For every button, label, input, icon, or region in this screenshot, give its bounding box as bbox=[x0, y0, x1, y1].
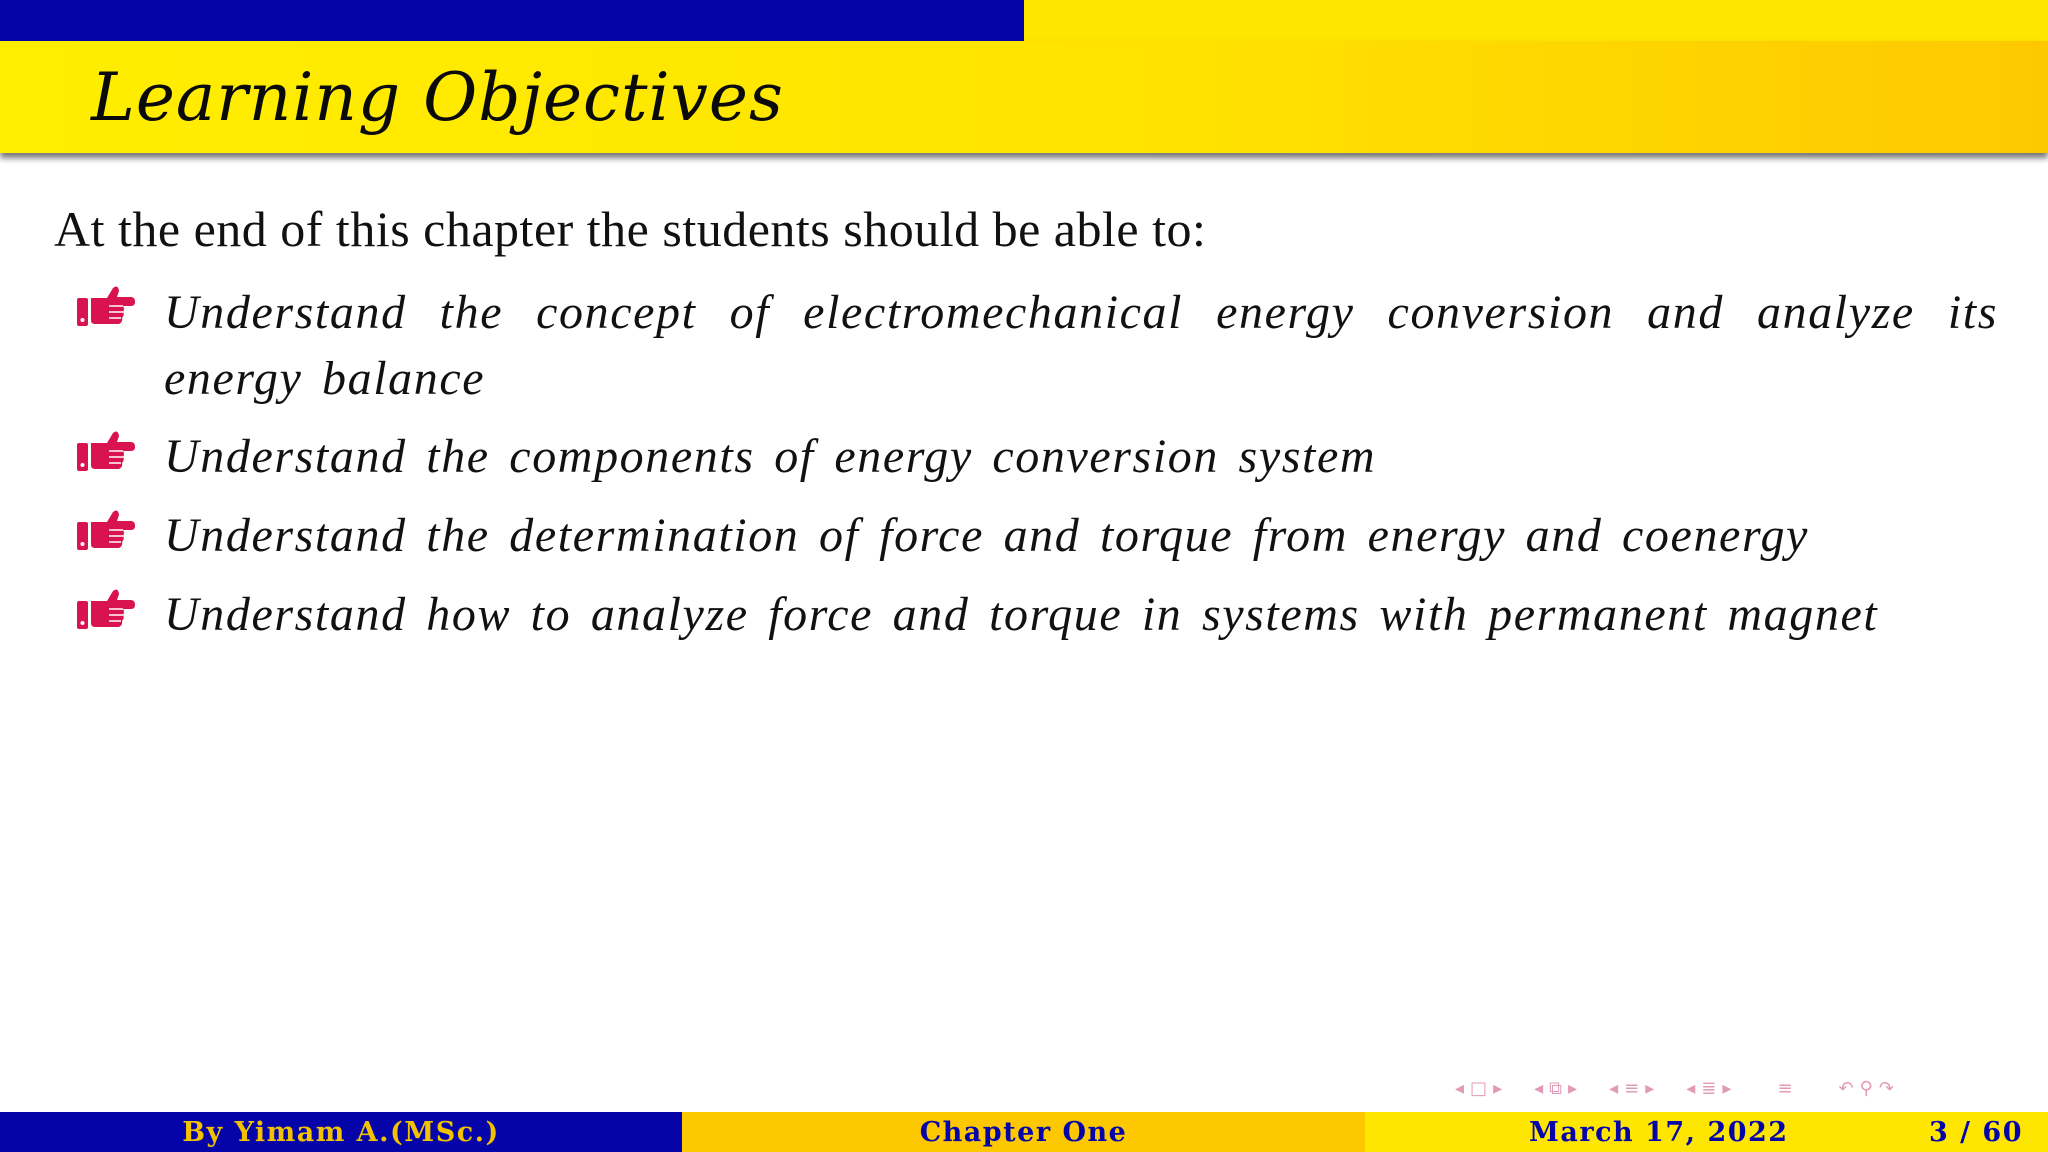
objective-text: Understand how to analyze force and torque in systems with permanent magnet bbox=[164, 588, 1879, 641]
intro-text: At the end of this chapter the students should be able to: bbox=[54, 201, 1207, 257]
footer-date: March 17, 2022 bbox=[1529, 1116, 1789, 1148]
slide-title: Learning Objectives bbox=[91, 59, 784, 136]
footer bbox=[0, 1112, 2048, 1152]
header-strip-yellow bbox=[1024, 0, 2048, 41]
objective-text: Understand the determination of force and torque from energy and coenergy bbox=[164, 509, 1809, 562]
beamer-navigation bbox=[1455, 1073, 2035, 1103]
header-strip-blue bbox=[0, 0, 1024, 41]
search-icon[interactable]: ⚲ bbox=[1859, 1077, 1873, 1099]
nav-next-icon[interactable]: ▸ bbox=[1568, 1077, 1578, 1099]
section-icon[interactable]: ≡ bbox=[1624, 1077, 1640, 1099]
nav-prev-icon[interactable]: ◂ bbox=[1455, 1077, 1465, 1099]
nav-next-icon[interactable]: ▸ bbox=[1493, 1077, 1503, 1099]
title-bar bbox=[0, 41, 2048, 153]
back-icon[interactable]: ↶ bbox=[1838, 1077, 1854, 1099]
slide-icon[interactable]: ≣ bbox=[1701, 1077, 1717, 1099]
nav-next-icon[interactable]: ▸ bbox=[1645, 1077, 1655, 1099]
footer-date-page bbox=[1365, 1112, 2048, 1152]
nav-next-icon[interactable]: ▸ bbox=[1722, 1077, 1732, 1099]
header-strip bbox=[0, 0, 2048, 41]
page-number: 3 / 60 bbox=[1928, 1116, 2023, 1148]
pointing-hand-icon bbox=[77, 284, 135, 328]
subsection-icon[interactable]: ⧉ bbox=[1549, 1077, 1563, 1099]
forward-icon[interactable]: ↷ bbox=[1878, 1077, 1894, 1099]
footer-author: By Yimam A.(MSc.) bbox=[0, 1112, 682, 1152]
pointing-hand-icon bbox=[77, 508, 135, 552]
frame-icon[interactable]: □ bbox=[1470, 1077, 1488, 1099]
objective-text: Understand the components of energy conversion system bbox=[164, 430, 1377, 483]
pointing-hand-icon bbox=[77, 429, 135, 473]
nav-prev-icon[interactable]: ◂ bbox=[1609, 1077, 1619, 1099]
pointing-hand-icon bbox=[77, 587, 135, 631]
nav-prev-icon[interactable]: ◂ bbox=[1534, 1077, 1544, 1099]
nav-prev-icon[interactable]: ◂ bbox=[1686, 1077, 1696, 1099]
objective-text: Understand the concept of electromechanical energy conversion and analyze its energy balance bbox=[164, 286, 1998, 405]
footer-chapter: Chapter One bbox=[682, 1112, 1365, 1152]
outline-icon[interactable]: ≡ bbox=[1777, 1077, 1793, 1099]
